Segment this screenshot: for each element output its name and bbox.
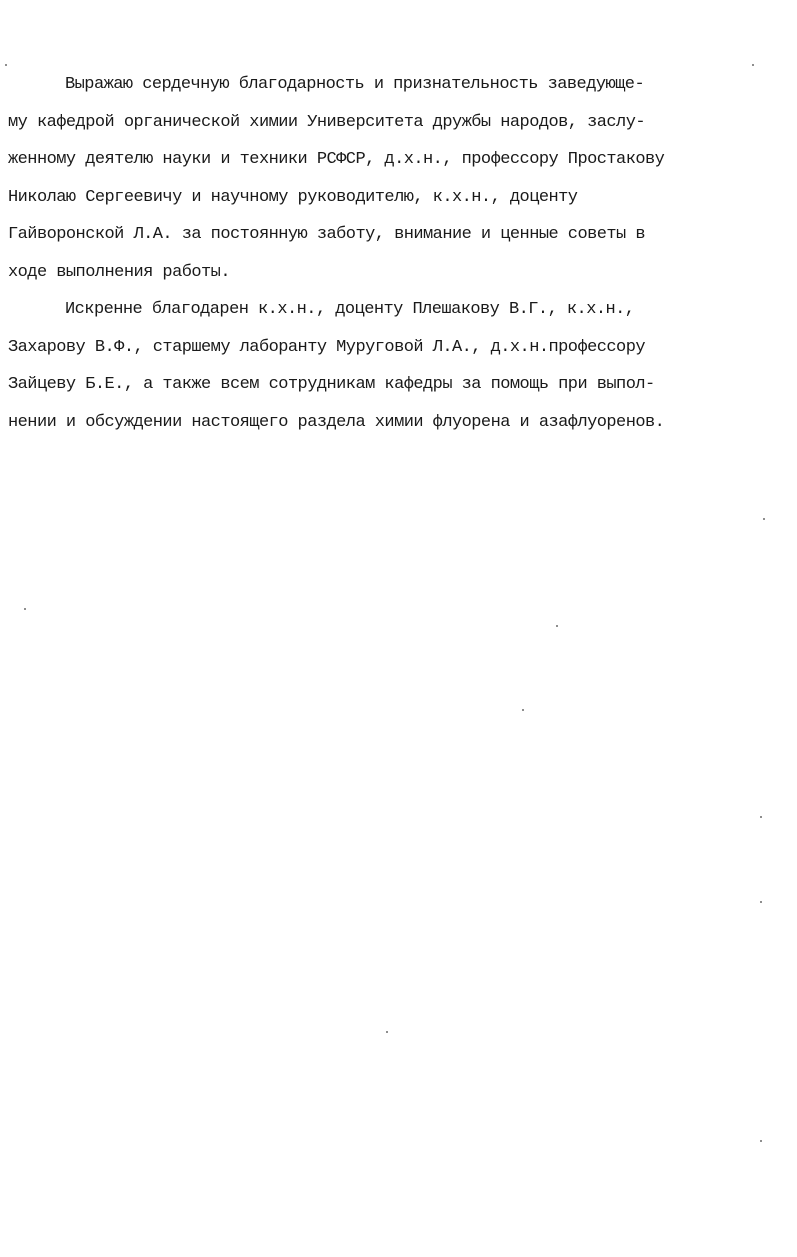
paragraph-gratitude-department [8,66,778,291]
text-line: Искренне благодарен к.х.н., доценту Плешакову В.Г., к.х.н., [65,300,635,319]
scan-speck [556,625,558,627]
text-line: ходе выполнения работы. [8,262,230,282]
text-line: Захарову В.Ф., старшему лаборанту Муруговой Л.А., д.х.н.профессору [8,337,646,357]
scan-speck [760,901,762,903]
text-line: Зайцеву Б.Е., а также всем сотрудникам кафедры за помощь при выпол- [8,375,655,394]
text-line: му кафедрой органической химии Университета дружбы народов, заслу- [8,112,646,132]
scan-speck [24,608,26,610]
scan-speck [763,518,765,520]
text-line: нении и обсуждении настоящего раздела химии флуорена и азафлуоренов. [8,412,665,432]
text-line: Гайворонской Л.А. за постоянную заботу, внимание и ценные советы в [8,225,646,244]
paragraph-gratitude-colleagues [8,291,778,441]
text-line: женному деятелю науки и техники РСФСР, д.х.н., профессору Простакову [8,150,665,169]
scan-speck [760,1140,762,1142]
scan-speck [522,709,524,711]
text-line: Выражаю сердечную благодарность и признательность заведующе- [65,75,645,94]
scan-speck [752,64,754,66]
scan-speck [760,816,762,818]
scan-speck [5,64,7,66]
acknowledgement-text [8,66,778,441]
text-line: Николаю Сергеевичу и научному руководителю, к.х.н., доценту [8,187,578,207]
scan-speck [386,1031,388,1033]
